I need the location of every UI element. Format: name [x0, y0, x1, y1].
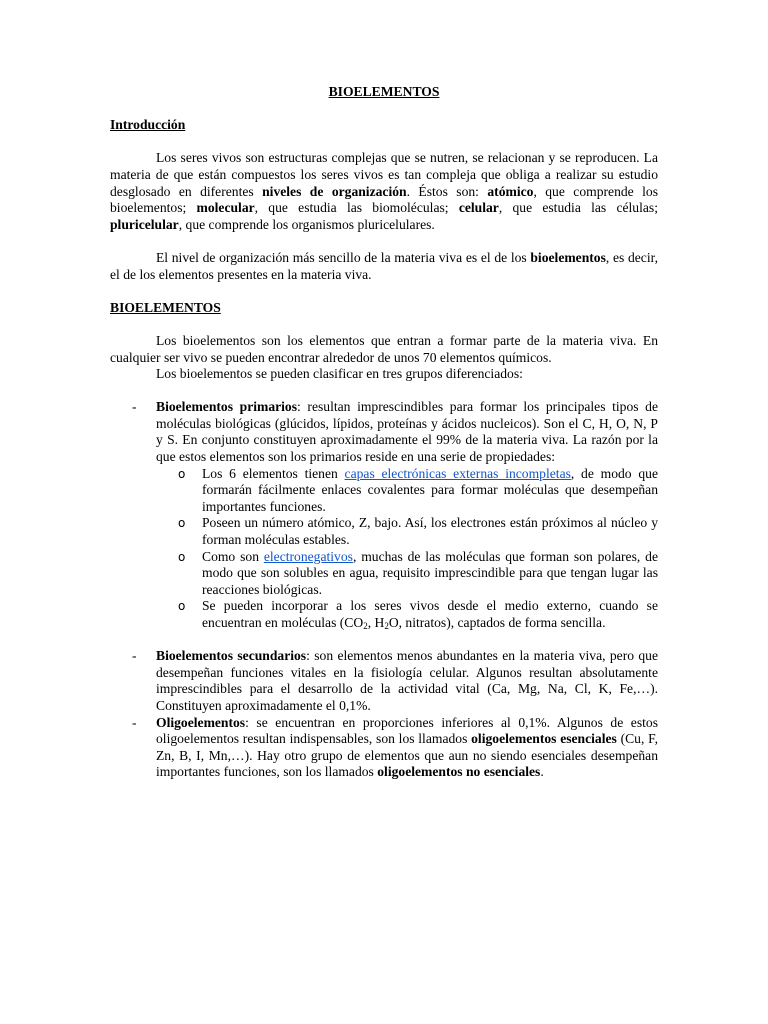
text-run: , es decir, el de los elementos presentes en la materia viva.	[110, 249, 658, 282]
text-run: , que estudia las células;	[498, 200, 658, 216]
circle-bullet: o	[178, 599, 186, 614]
bold-term: molecular	[196, 200, 255, 216]
electronegativos-link[interactable]: electronegativos	[263, 548, 353, 564]
capas-electronicas-link[interactable]: capas electrónicas externas incompletas	[344, 465, 571, 481]
dash-bullet: -	[132, 648, 137, 664]
document-title: BIOELEMENTOS	[328, 84, 440, 99]
text-run: , de modo que formarán fácilmente enlaces covalentes para formar moléculas que desempeñan importantes funciones.	[202, 465, 658, 514]
section-paragraph-1: Los bioelementos son los elementos que entran a formar parte de la materia viva. En cualquier ser vivo se pueden encontrar alrededor de unos 70 elementos químicos.	[110, 332, 658, 365]
document-page	[110, 84, 658, 781]
bold-term: Bioelementos primarios	[156, 399, 298, 415]
text-run: .	[540, 764, 544, 780]
intro-paragraph-2	[110, 250, 658, 283]
property-item	[156, 598, 658, 631]
section-paragraph-2: Los bioelementos se pueden clasificar en tres grupos diferenciados:	[156, 366, 523, 382]
text-run: Los 6 elementos tienen	[202, 465, 345, 481]
bold-term: pluricelular	[110, 216, 179, 232]
bold-term: oligoelementos esenciales	[471, 731, 617, 747]
text-run: Poseen un número atómico, Z, bajo. Así, los electrones están próximos al núcleo y forman moléculas estables.	[202, 515, 658, 548]
bold-term: Oligoelementos	[156, 714, 246, 730]
text-run: (Cu, F, Zn, B, I, Mn,…). Hay otro grupo de elementos que aun no siendo esenciales desempeñan importantes funciones, son los llamados	[156, 731, 658, 780]
bold-term: celular	[458, 200, 499, 216]
bold-term: bioelementos	[530, 249, 606, 265]
bold-term: oligoelementos no esenciales	[377, 764, 541, 780]
subscript: 2	[384, 621, 389, 631]
text-run: El nivel de organización más sencillo de la materia viva es el de los	[156, 249, 531, 265]
list-item-secundarios	[110, 648, 658, 714]
text-run: Como son	[202, 548, 264, 564]
text-run: O, nitratos), captados de forma sencilla.	[388, 615, 606, 630]
text-run: , H	[367, 615, 385, 630]
circle-bullet: o	[178, 466, 186, 481]
property-item	[156, 515, 658, 548]
list-item-oligoelementos	[110, 715, 658, 781]
bold-term: Bioelementos secundarios	[156, 648, 307, 664]
subscript: 2	[363, 621, 368, 631]
property-item	[156, 549, 658, 599]
text-run: , que comprende los bioelementos;	[110, 183, 658, 216]
bioelement-groups-list	[110, 399, 658, 781]
text-run: Los seres vivos son estructuras complejas que se nutren, se relacionan y se reproducen. La materia de que están compuestos los seres vivos es tan compleja que obliga a realizar su estudio desglosado en diferentes	[110, 150, 658, 199]
text-run: Se pueden incorporar a los seres vivos desde el medio externo, cuando se encuentran en moléculas (CO	[202, 598, 658, 630]
intro-heading: Introducción	[110, 117, 186, 133]
intro-paragraph-1	[110, 150, 658, 233]
bold-term: atómico	[487, 183, 534, 199]
text-run: : son elementos menos abundantes en la materia viva, pero que desempeñan funciones vitales en la fisiología celular. Algunos resultan absolutamente imprescindibles para el desarrollo de la actividad vital (Ca, Mg, Na, Cl, K, Fe,…). Constituyen aproximadamente el 0,1%.	[156, 648, 658, 713]
text-run: : resultan imprescindibles para formar los principales tipos de moléculas biológicas (glúcidos, lípidos, proteínas y ácidos nucleicos). Son el C, H, O, N, P y S. En conjunto constituyen aproximadamente el 99% de la materia viva. La razón por la que estos elementos son los primarios reside en una serie de propiedades:	[156, 399, 658, 465]
property-item	[156, 466, 658, 516]
text-run: . Éstos son:	[406, 183, 488, 199]
circle-bullet: o	[178, 516, 186, 531]
dash-bullet: -	[132, 399, 137, 415]
list-item-primarios	[110, 399, 658, 648]
text-run: : se encuentran en proporciones inferiores al 0,1%. Algunos de estos oligoelementos resultan indispensables, son los llamados	[156, 714, 658, 747]
section-heading: BIOELEMENTOS	[110, 299, 221, 315]
text-run: , que comprende los organismos pluricelulares.	[178, 216, 435, 232]
dash-bullet: -	[132, 714, 137, 730]
text-run: , muchas de las moléculas que forman son polares, de modo que son solubles en agua, requisito imprescindible para que tengan lugar las reacciones biológicas.	[202, 548, 658, 597]
bold-term: niveles de organización	[262, 183, 407, 199]
properties-list	[156, 466, 658, 632]
circle-bullet: o	[178, 549, 186, 564]
text-run: , que estudia las biomoléculas;	[254, 200, 459, 216]
